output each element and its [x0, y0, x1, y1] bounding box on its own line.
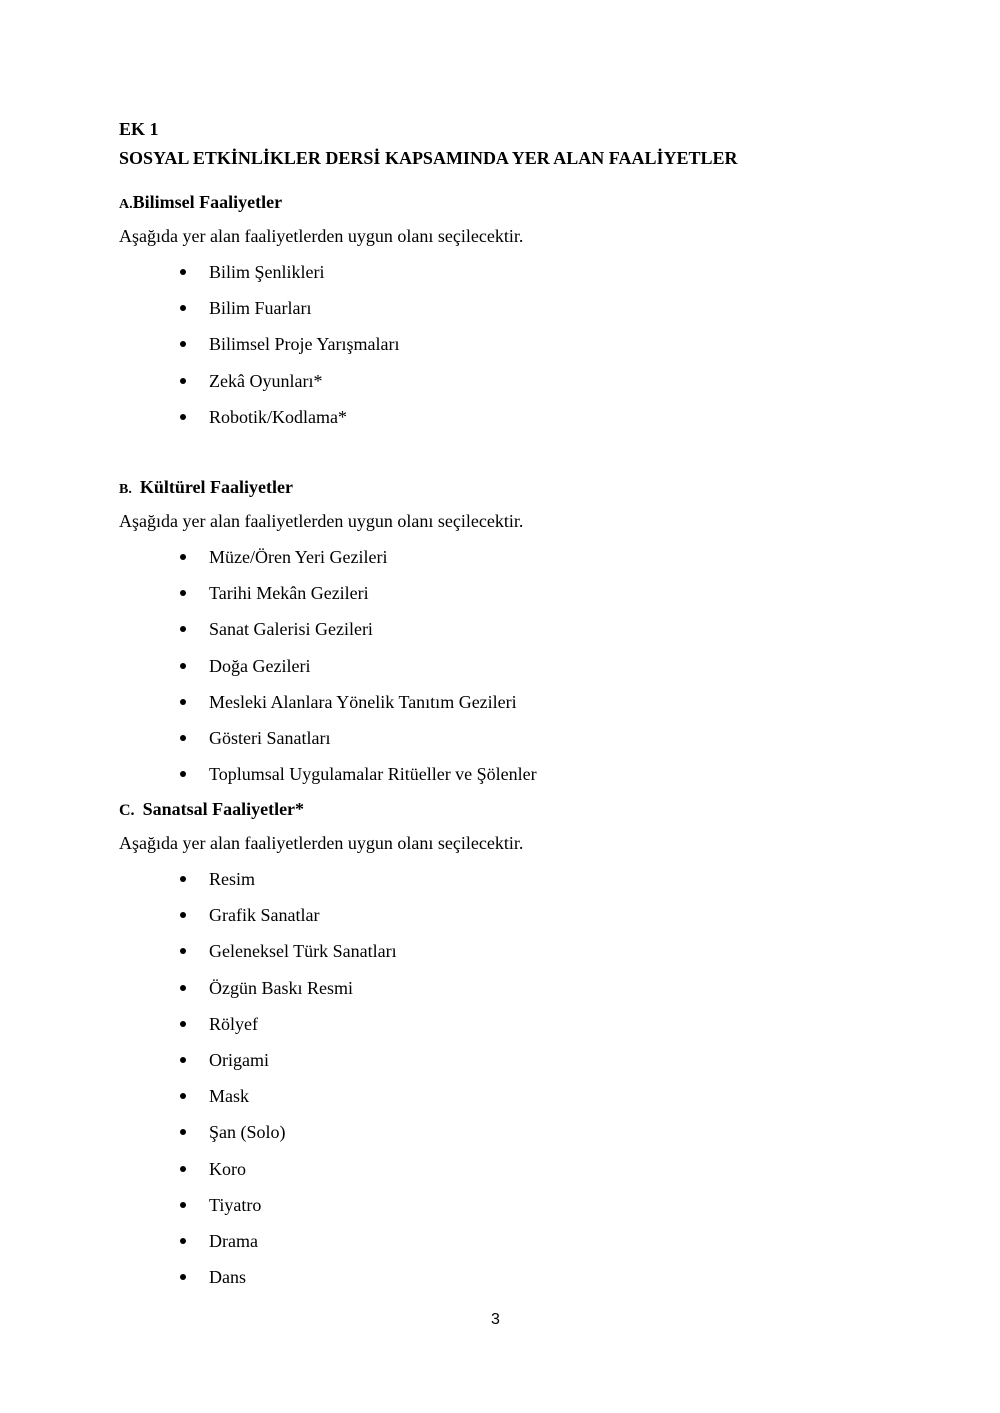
bullet-icon: [180, 1202, 186, 1208]
section-a-list: [180, 262, 400, 443]
bullet-icon: [180, 378, 186, 384]
bullet-icon: [180, 1057, 186, 1063]
list-item-label: Sanat Galerisi Gezileri: [209, 619, 373, 640]
list-item: [180, 619, 537, 655]
list-item: [180, 1159, 397, 1195]
list-item-label: Drama: [209, 1230, 258, 1251]
bullet-icon: [180, 663, 186, 669]
list-item: [180, 583, 537, 619]
bullet-icon: [180, 985, 186, 991]
list-item: [180, 978, 397, 1014]
bullet-icon: [180, 948, 186, 954]
list-item: [180, 262, 400, 298]
bullet-icon: [180, 876, 186, 882]
section-a-letter: A.: [119, 197, 133, 212]
list-item-label: Bilim Şenlikleri: [209, 262, 325, 282]
list-item: [180, 1267, 397, 1303]
list-item-label: Koro: [209, 1158, 246, 1179]
section-c-letter: C.: [119, 802, 135, 819]
list-item: [180, 407, 400, 443]
list-item-label: Mesleki Alanlara Yönelik Tanıtım Gezileri: [209, 691, 517, 712]
bullet-icon: [180, 305, 186, 311]
list-item: [180, 869, 397, 905]
section-a-title: Bilimsel Faaliyetler: [132, 192, 283, 212]
list-item: [180, 905, 397, 941]
bullet-icon: [180, 626, 186, 632]
section-a-heading: [119, 192, 282, 213]
bullet-icon: [180, 554, 186, 560]
list-item: [180, 547, 537, 583]
list-item-label: Bilim Fuarları: [209, 298, 312, 319]
main-title: SOSYAL ETKİNLİKLER DERSİ KAPSAMINDA YER ALAN FAALİYETLER: [119, 148, 738, 168]
annex-label: EK 1: [119, 119, 159, 139]
list-item: [180, 656, 537, 692]
list-item-label: Grafik Sanatlar: [209, 905, 320, 926]
list-item: [180, 1086, 397, 1122]
section-c-title: Sanatsal Faaliyetler*: [142, 799, 305, 819]
list-item: [180, 334, 400, 370]
list-item-label: Robotik/Kodlama*: [209, 406, 347, 427]
list-item-label: Gösteri Sanatları: [209, 727, 331, 748]
list-item-label: Zekâ Oyunları*: [209, 370, 323, 391]
list-item: [180, 371, 400, 407]
bullet-icon: [180, 414, 186, 420]
list-item-label: Origami: [209, 1049, 269, 1070]
list-item-label: Geleneksel Türk Sanatları: [209, 941, 397, 962]
section-b-letter: B.: [119, 482, 132, 497]
bullet-icon: [180, 590, 186, 596]
list-item-label: Müze/Ören Yeri Gezileri: [209, 547, 388, 567]
section-b-list: [180, 547, 537, 800]
bullet-icon: [180, 1238, 186, 1244]
bullet-icon: [180, 1129, 186, 1135]
list-item: [180, 1050, 397, 1086]
list-item: [180, 764, 537, 800]
bullet-icon: [180, 341, 186, 347]
section-c-intro: Aşağıda yer alan faaliyetlerden uygun olanı seçilecektir.: [119, 833, 524, 853]
bullet-icon: [180, 269, 186, 275]
list-item-label: Doğa Gezileri: [209, 655, 311, 676]
bullet-icon: [180, 912, 186, 918]
list-item: [180, 1195, 397, 1231]
list-item-label: Şan (Solo): [209, 1122, 286, 1143]
list-item-label: Bilimsel Proje Yarışmaları: [209, 334, 400, 355]
list-item: [180, 1122, 397, 1158]
bullet-icon: [180, 771, 186, 777]
bullet-icon: [180, 699, 186, 705]
section-b-intro: Aşağıda yer alan faaliyetlerden uygun olanı seçilecektir.: [119, 511, 524, 531]
list-item-label: Özgün Baskı Resmi: [209, 977, 353, 998]
page-number: 3: [491, 1311, 500, 1328]
list-item: [180, 728, 537, 764]
list-item-label: Toplumsal Uygulamalar Ritüeller ve Şölenler: [209, 764, 537, 785]
list-item-label: Rölyef: [209, 1013, 258, 1034]
list-item-label: Dans: [209, 1267, 246, 1288]
section-b-heading: [119, 477, 293, 498]
list-item-label: Tarihi Mekân Gezileri: [209, 583, 369, 604]
bullet-icon: [180, 735, 186, 741]
list-item-label: Tiyatro: [209, 1194, 262, 1215]
list-item-label: Mask: [209, 1086, 249, 1107]
section-c-heading: [119, 799, 304, 820]
bullet-icon: [180, 1274, 186, 1280]
bullet-icon: [180, 1021, 186, 1027]
bullet-icon: [180, 1093, 186, 1099]
list-item: [180, 1231, 397, 1267]
section-c-list: [180, 869, 397, 1303]
list-item-label: Resim: [209, 869, 256, 889]
section-a-intro: Aşağıda yer alan faaliyetlerden uygun olanı seçilecektir.: [119, 226, 524, 246]
list-item: [180, 298, 400, 334]
bullet-icon: [180, 1166, 186, 1172]
list-item: [180, 692, 537, 728]
list-item: [180, 1014, 397, 1050]
list-item: [180, 941, 397, 977]
section-b-title: Kültürel Faaliyetler: [139, 477, 293, 497]
